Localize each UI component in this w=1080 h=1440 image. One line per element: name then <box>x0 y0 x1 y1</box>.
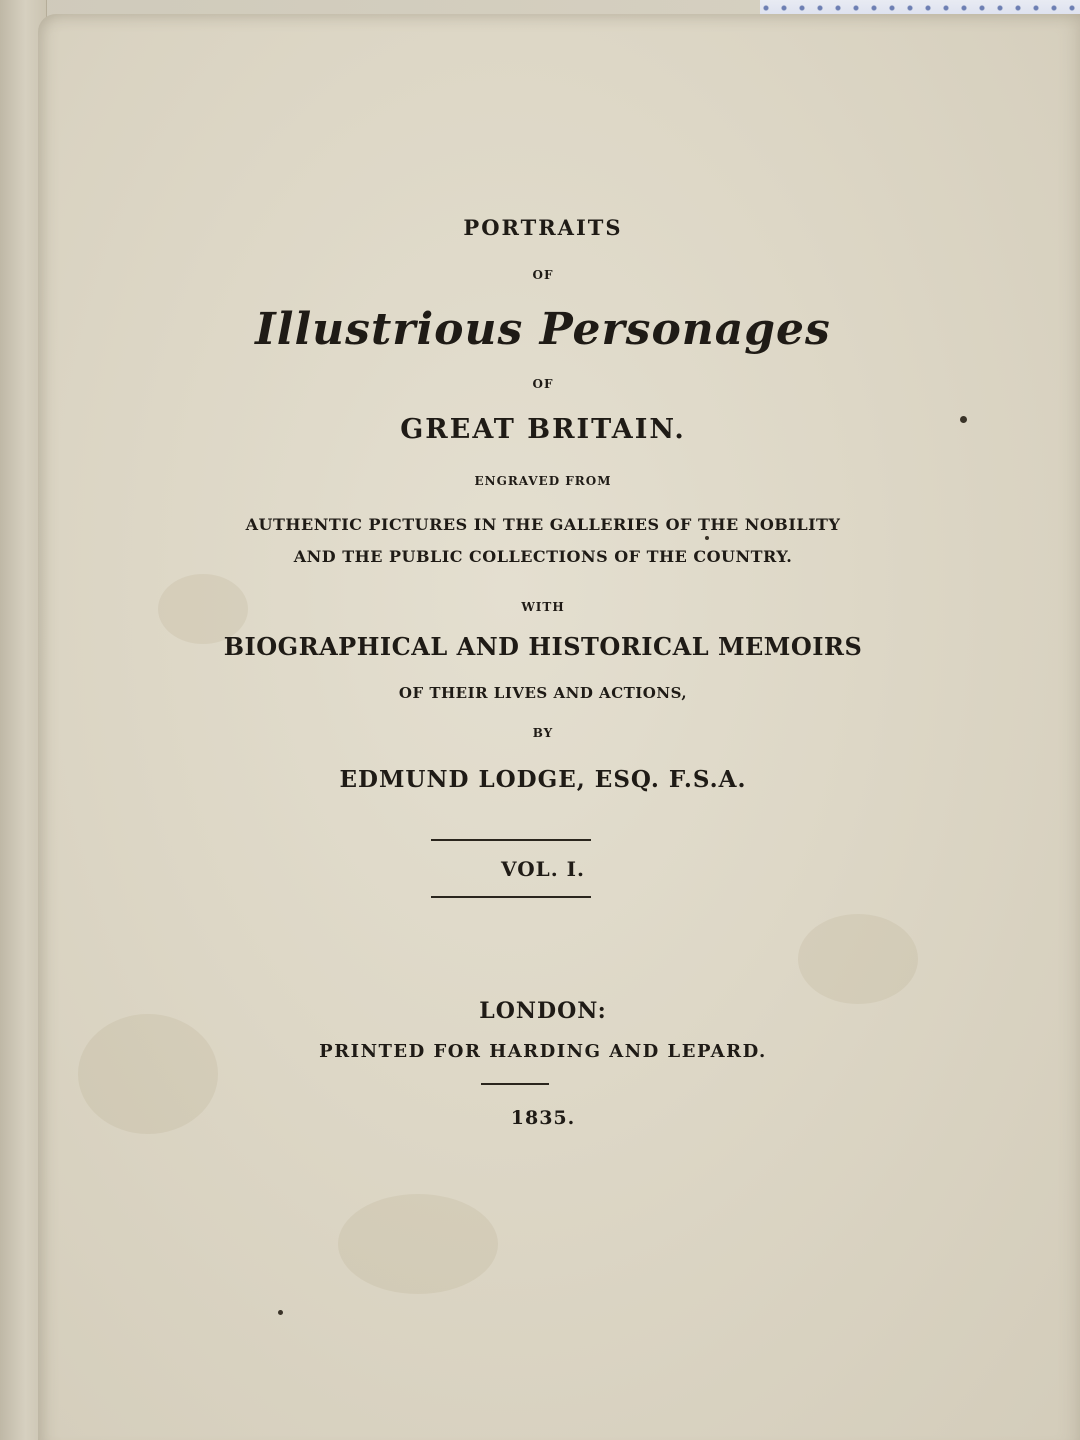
imprint-year: 1835. <box>510 1107 576 1129</box>
volume-rule-top <box>431 839 591 841</box>
ink-speck <box>278 1310 283 1315</box>
imprint-rule <box>481 1083 549 1085</box>
connector-of-2: OF <box>532 377 554 391</box>
connector-by: BY <box>532 726 554 740</box>
foxing-stain <box>798 914 918 1004</box>
authentic-line-2: AND THE PUBLIC COLLECTIONS OF THE COUNTRY. <box>293 547 793 566</box>
ink-speck <box>705 536 709 540</box>
authentic-line-1: AUTHENTIC PICTURES IN THE GALLERIES OF THE NOBILITY <box>245 515 841 534</box>
title-page <box>38 14 1080 1440</box>
heading-great-britain: GREAT BRITAIN. <box>400 414 686 445</box>
engraved-from: ENGRAVED FROM <box>474 474 612 488</box>
foxing-stain <box>338 1194 498 1294</box>
connector-with: WITH <box>521 600 565 614</box>
imprint-printer: PRINTED FOR HARDING AND LEPARD. <box>319 1041 767 1062</box>
imprint-place: LONDON: <box>479 998 607 1024</box>
lives-and-actions: OF THEIR LIVES AND ACTIONS, <box>398 684 688 702</box>
volume-rule-bottom <box>431 896 591 898</box>
heading-memoirs: BIOGRAPHICAL AND HISTORICAL MEMOIRS <box>223 632 863 661</box>
volume-number: VOL. I. <box>501 857 585 881</box>
heading-illustrious-personages: Illustrious Personages <box>255 304 831 355</box>
connector-of-1: OF <box>532 268 554 282</box>
heading-portraits: PORTRAITS <box>463 215 623 240</box>
author-name: EDMUND LODGE, ESQ. F.S.A. <box>339 766 747 793</box>
